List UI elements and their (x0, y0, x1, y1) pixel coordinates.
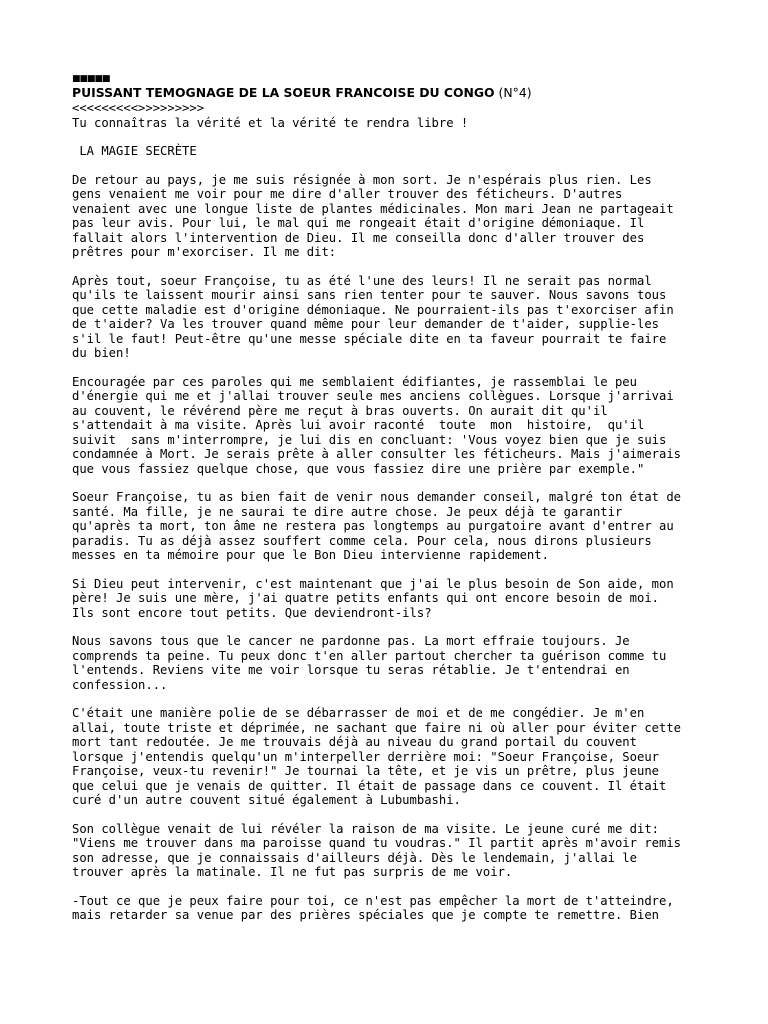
document-title-number: (N°4) (494, 85, 532, 100)
paragraph: Soeur Françoise, tu as bien fait de venir nous demander conseil, malgré ton état de santé. Ma fille, je ne saurai te dire autre chose. Je peux déjà te garantir qu'après ta mort, ton âme ne restera pas longtemps au purgatoire avant d'entrer au paradis. Tu as déjà assez souffert comme cela. Pour cela, nous dirons plusieurs messes en ta mémoire pour que le Bon Dieu intervienne rapidement. (72, 490, 682, 562)
paragraph: C'était une manière polie de se débarrasser de moi et de me congédier. Je m'en allai, toute triste et déprimée, ne sachant que faire ni où aller pour éviter cette mort tant redoutée. Je me trouvais déjà au niveau du grand portail du couvent lorsque j'entendis quelqu'un m'interpeller derrière moi: "Soeur Françoise, Soeur Françoise, veux-tu revenir!" Je tournai la tête, et je vis un prêtre, plus jeune que celui que je venais de quitter. Il était de passage dans ce couvent. Il était curé d'un autre couvent situé également à Lubumbashi. (72, 706, 682, 807)
paragraph: -Tout ce que je peux faire pour toi, ce n'est pas empêcher la mort de t'atteindre, mais retarder sa venue par des prières spéciales que je compte te remettre. Bien (72, 893, 674, 922)
paragraph: De retour au pays, je me suis résignée à mon sort. Je n'espérais plus rien. Les gens venaient me voir pour me dire d'aller trouver des féticheurs. D'autres venaient avec une longue liste de plantes médicinales. Mon mari Jean ne partageait pas leur avis. Pour lui, le mal qui me rongeait était d'origine démoniaque. Il fallait alors l'intervention de Dieu. Il me conseilla donc d'aller trouver des prêtres pour m'exorciser. Il me dit: (72, 172, 674, 259)
document-title-line (72, 86, 712, 101)
bullet-marker: ■■■■■ (72, 74, 110, 84)
subtitle-verse: Tu connaîtras la vérité et la vérité te rendra libre ! (72, 115, 469, 130)
document-page (72, 74, 712, 923)
paragraph: Nous savons tous que le cancer ne pardonne pas. La mort effraie toujours. Je comprends ta peine. Tu peux donc t'en aller partout chercher ta guérison comme tu l'entends. Reviens vite me voir lorsque tu seras rétablie. Je t'entendrai en confession... (72, 634, 667, 692)
section-heading: LA MAGIE SECRÈTE (72, 144, 197, 158)
separator-line: <<<<<<<<<>>>>>>>>> (72, 101, 205, 115)
paragraph: Son collègue venait de lui révéler la raison de ma visite. Le jeune curé me dit: "Viens me trouver dans ma paroisse quand tu voudras." Il partit après m'avoir remis son adresse, que je connaissais d'ailleurs déjà. Dès le lendemain, j'allai le trouver après la matinale. Il ne fut pas surpris de me voir. (72, 821, 682, 879)
paragraph: Si Dieu peut intervenir, c'est maintenant que j'ai le plus besoin de Son aide, mon père! Je suis une mère, j'ai quatre petits enfants qui ont encore besoin de moi. Ils sont encore tout petits. Que deviendront-ils? (72, 576, 674, 620)
paragraph: Encouragée par ces paroles qui me semblaient édifiantes, je rassemblai le peu d'énergie qui me et j'allai trouver seule mes anciens collègues. Lorsque j'arrivai au couvent, le révérend père me reçut à bras ouverts. On aurait dit qu'il s'attendait à ma visite. Après lui avoir raconté toute mon histoire, qu'il suivit sans m'interrompre, je lui dis en concluant: 'Vous voyez bien que je suis condamnée à Mort. Je serais prête à aller consulter les féticheurs. Mais j'aimerais que vous fassiez quelque chose, que vous fassiez dire une prière par exemple." (72, 374, 682, 476)
document-title: PUISSANT TEMOGNAGE DE LA SOEUR FRANCOISE DU CONGO (72, 85, 495, 100)
paragraph: Après tout, soeur Françoise, tu as été l'une des leurs! Il ne serait pas normal qu'ils te laissent mourir ainsi sans rien tenter pour te sauver. Nous savons tous que cette maladie est d'origine démoniaque. Ne pourraient-ils pas t'exorciser afin de t'aider? Va les trouver quand même pour leur demander de t'aider, supplie-les s'il le faut! Peut-être qu'une messe spéciale dite en ta faveur pourrait te faire du bien! (72, 273, 674, 360)
